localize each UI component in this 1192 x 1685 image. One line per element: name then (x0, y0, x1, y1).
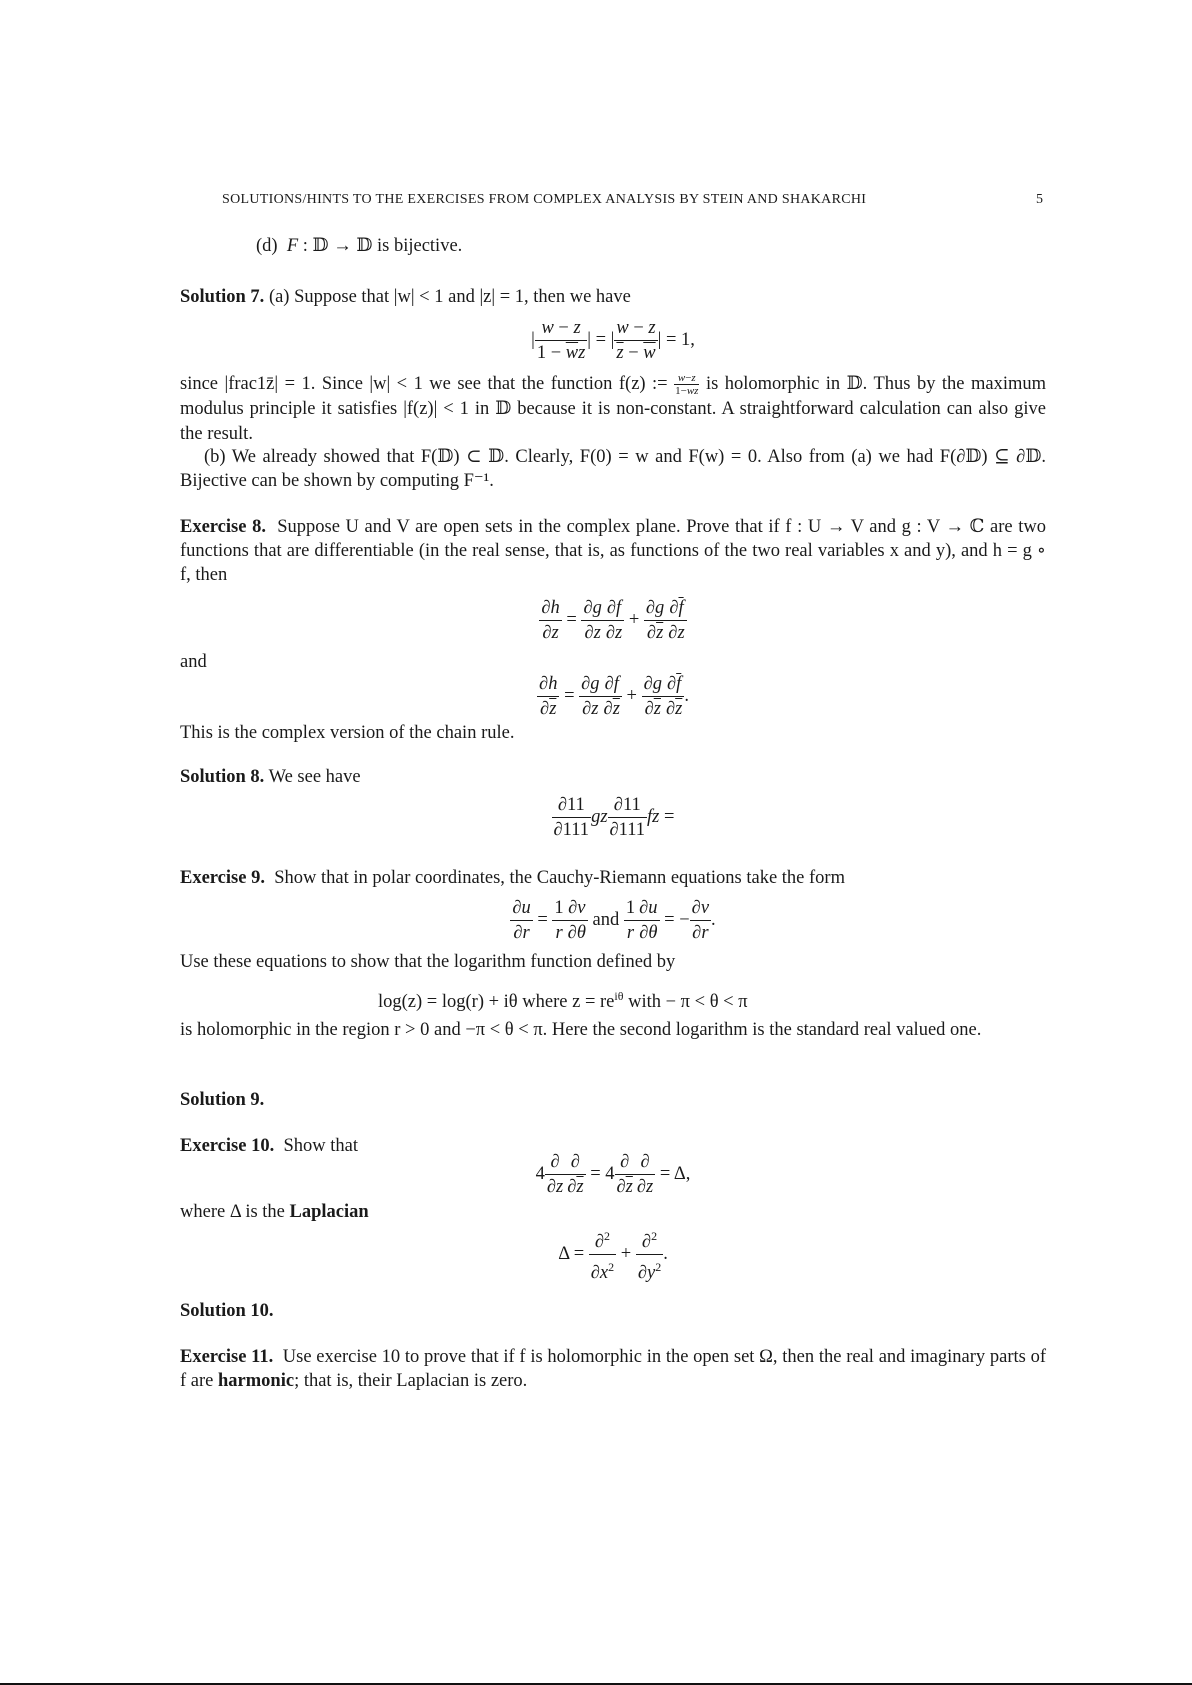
solution-9-label: Solution 9. (180, 1090, 265, 1110)
solution-9 (180, 1088, 1046, 1112)
solution-8-equation: $\frac{\partial 11}{\partial 111}$ gz $\frac{\partial 11}{\partial 111}$ fz = (553, 795, 675, 840)
solution-10 (180, 1299, 1046, 1323)
exercise-8-text: Exercise 8. Suppose U and V are open sets in the complex plane. Prove that if f : U → V and g : V → ℂ are two functions that are differentiable (in the real sense, that is, as functions of the two real variables x and y), and h = g ∘ f, then (180, 517, 1046, 585)
solution-7-intro: Solution 7. (a) Suppose that |w| < 1 and |z| = 1, then we have (180, 287, 631, 307)
exercise-9-use-text: Use these equations to show that the logarithm function defined by (180, 952, 676, 972)
chain-rule-equation-1: $\frac{\partial h}{\partial z}$ = $\frac{\partial g}{\partial z}$ $\frac{\partial f}{\partial z}$ + $\frac{\partial g}{\partial\overline{z}}$ $\frac{\partial\overline{f}}{\partial z}$ (541, 598, 685, 643)
solution-7-part-b: (b) We already showed that F(𝔻) ⊂ 𝔻. Clearly, F(0) = w and F(w) = 0. Also from (a) we had F(∂𝔻) ⊆ ∂𝔻. Bijective can be shown by computing F⁻¹. (180, 447, 1046, 491)
exercise-9-text: Exercise 9. Show that in polar coordinates, the Cauchy-Riemann equations take the form (180, 868, 845, 888)
exercise-11-label: Exercise 11. (180, 1347, 274, 1367)
solution-7-label: Solution 7. (180, 287, 265, 307)
log-definition: log(z) = log(r) + iθ where $z = re^{i\theta}$ with − π < θ < π (378, 989, 748, 1013)
solution-10-label: Solution 10. (180, 1301, 274, 1321)
exercise-8-label: Exercise 8. (180, 517, 266, 537)
exercise-10-label: Exercise 10. (180, 1136, 275, 1156)
laplacian-factorization-equation: 4 $\frac{\partial}{\partial z}$ $\frac{\partial}{\partial\overline{z}}$ = 4 $\frac{\partial}{\partial\overline{z}}$ $\frac{\partial}{\partial z}$ = Δ, (535, 1152, 691, 1197)
solution-8-label: Solution 8. (180, 767, 265, 787)
where-laplacian-text: where Δ is the Laplacian (180, 1202, 369, 1222)
item-d: (d) F : 𝔻 → 𝔻 is bijective. (256, 235, 463, 256)
cauchy-riemann-polar-equation: $\frac{\partial u}{\partial r}$ = $\frac{1}{r}$ $\frac{\partial v}{\partial\theta}$ and $\frac{1}{r}$ $\frac{\partial u}{\partial\theta}$ = − $\frac{\partial v}{\partial r}$ . (512, 898, 716, 943)
solution-7-body: since |frac1z̄| = 1. Since |w| < 1 we see that the function f(z) := $\frac{w-z}{1-\overline{w}z}$ is holomorphic in 𝔻. Thus by the maximum modulus principle it satisfies |f(z)| < 1 in 𝔻 because it is non-constant. A straightforward calculation can also give the result. (180, 372, 1047, 445)
exercise-9-holomorphic-text: is holomorphic in the region r > 0 and −π < θ < π. Here the second logarithm is the standard real valued one. (180, 1020, 982, 1040)
solution-7-equation: | $\frac{w - z}{1 - \overline{w}z}$ | = | $\frac{w - z}{\overline{z} - \overline{w}}$ | = 1, (531, 318, 695, 363)
and-word: and (180, 652, 207, 672)
running-header: SOLUTIONS/HINTS TO THE EXERCISES FROM COMPLEX ANALYSIS BY STEIN AND SHAKARCHI (222, 192, 867, 207)
chain-rule-equation-2: $\frac{\partial h}{\partial\overline{z}}$ = $\frac{\partial g}{\partial z}$ $\frac{\partial f}{\partial\overline{z}}$ + $\frac{\partial g}{\partial\overline{z}}$ $\frac{\partial\overline{f}}{\partial\overline{z}}$ . (539, 674, 689, 719)
exercise-10-text: Exercise 10. Show that (180, 1136, 358, 1156)
solution-8-text: Solution 8. We see have (180, 767, 361, 787)
page-number: 5 (1036, 192, 1043, 207)
exercise-8-closing: This is the complex version of the chain rule. (180, 723, 515, 743)
exercise-11-text: Exercise 11. Use exercise 10 to prove that if f is holomorphic in the open set Ω, then the real and imaginary parts of f are harmonic; that is, their Laplacian is zero. (180, 1347, 1047, 1391)
exercise-9-label: Exercise 9. (180, 868, 265, 888)
laplacian-equation: Δ = $\frac{\partial^2}{\partial x^2}$ + $\frac{\partial^2}{\partial y^2}$ . (180, 1224, 1046, 1285)
